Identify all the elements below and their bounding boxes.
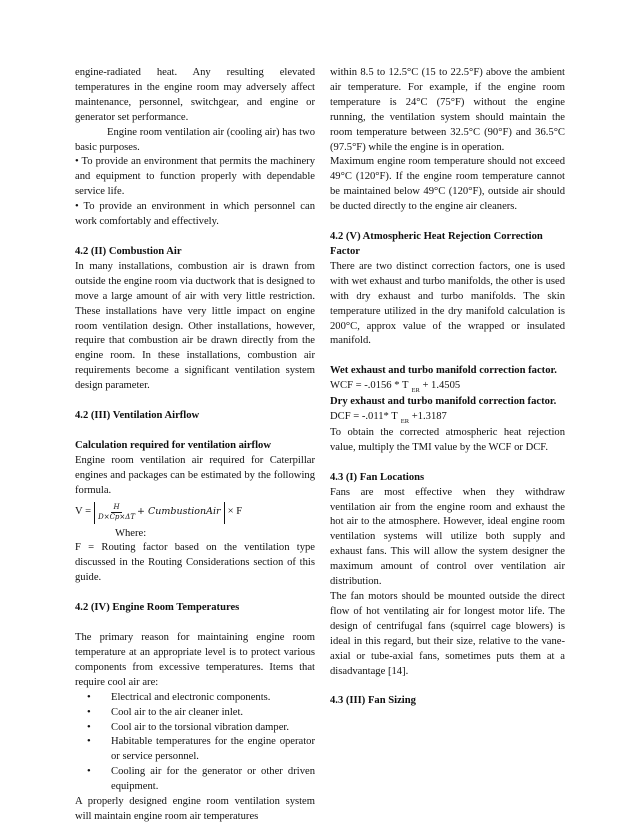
ventilation-formula [75, 500, 315, 526]
dcf-constant: +1.3187 [411, 411, 447, 423]
paragraph: The fan motors should be mounted outside the direct flow of hot ventilating air for longest motor life. The design of centrifugal fans (squirrel cage blowers) is ideal in this regard, but their size, relative to the vane-axial or tube-axial fans, sometimes puts them at a disadvantage [14]. [330, 591, 565, 677]
wcf-constant: + 1.4505 [422, 380, 461, 392]
section-heading: 4.2 (V) Atmospheric Heat Rejection Correction Factor [330, 231, 543, 257]
subsection-heading: Calculation required for ventilation airflow [75, 439, 271, 451]
formula-numerator: H [113, 503, 120, 512]
list-item: • Cool air to the torsional vibration damper. [111, 721, 315, 736]
paragraph: The primary reason for maintaining engine room temperature at an appropriate level is to protect various components from excessive temperatures. Items that require cool air are: [75, 632, 315, 688]
wcf-subscript: ER [411, 387, 420, 395]
paragraph: Fans are most effective when they withdraw ventilation air from the engine room and exhaust the hot air to the atmosphere. However, ideal engine room ventilation systems will utilize both supply and exhaust fans. This will allow the system designer the maximum amount of control over ventilation air distribution. [330, 486, 565, 588]
paragraph: Engine room ventilation air required for Caterpillar engines and packages can be estimated by the following formula. [75, 454, 315, 496]
section-heading: 4.3 (III) Fan Sizing [330, 695, 416, 707]
section-heading: 4.3 (I) Fan Locations [330, 471, 425, 483]
section-heading: 4.2 (II) Combustion Air [75, 245, 182, 257]
dcf-subscript: ER [400, 418, 410, 426]
wcf-equation [330, 379, 565, 395]
section-heading: 4.2 (III) Ventilation Airflow [75, 410, 200, 422]
dcf-equation [330, 410, 565, 426]
paragraph: There are two distinct correction factors, one is used with wet exhaust and turbo manifolds, the other is used with dry exhaust and turbo manifolds. The skin temperature utilized in the dry manifold calculation is 200°C, approx value of the wrapped or insulated manifold. [330, 260, 565, 347]
formula-rhs: × F [227, 506, 243, 518]
formula-fraction [98, 503, 135, 522]
section-heading: 4.2 (IV) Engine Room Temperatures [75, 602, 240, 614]
subsection-heading: Dry exhaust and turbo manifold correction factor. [330, 396, 557, 408]
where-label: Where: [115, 527, 147, 539]
paragraph: engine-radiated heat. Any resulting elevated temperatures in the engine room may adversely affect maintenance, personnel, switchgear, and engine or generator set performance. [75, 67, 315, 123]
dcf-lhs: DCF = -.011* T [330, 411, 398, 423]
formula-denominator: D×Cp×ΔT [98, 513, 135, 522]
formula-term: + CumbustionAir [137, 506, 221, 518]
left-column [75, 66, 315, 825]
formula-bracket [94, 502, 225, 524]
list-item: • Cooling air for the generator or other driven equipment. [111, 765, 315, 795]
formula-lhs: V = [75, 506, 92, 518]
paragraph: Engine room ventilation air (cooling air) has two basic purposes. [75, 126, 315, 153]
paragraph: To obtain the corrected atmospheric heat rejection value, multiply the TMI value by the WCF or DCF. [330, 426, 565, 453]
wcf-lhs: WCF = -.0156 * T [330, 380, 409, 392]
paragraph: A properly designed engine room ventilation system will maintain engine room air temperatures [75, 796, 315, 822]
right-column [330, 66, 565, 709]
list-item: • Habitable temperatures for the engine operator or service personnel. [111, 735, 315, 765]
bullet-list [75, 691, 315, 795]
paragraph: • To provide an environment that permits the machinery and equipment to function properly with dependable service life. [75, 156, 315, 198]
subsection-heading: Wet exhaust and turbo manifold correction factor. [330, 365, 557, 377]
paragraph: F = Routing factor based on the ventilation type discussed in the Routing Considerations section of this guide. [75, 542, 315, 584]
paragraph: • To provide an environment in which personnel can work comfortably and effectively. [75, 201, 315, 228]
list-item: • Electrical and electronic components. [111, 691, 315, 706]
paragraph: Maximum engine room temperature should not exceed 49°C (120°F). If the engine room temperature cannot be maintained below 49°C (120°F), outside air should be ducted directly to the engine air cleaners. [330, 156, 565, 213]
paragraph: within 8.5 to 12.5°C (15 to 22.5°F) above the ambient air temperature. For example, if the engine room temperature is 24°C (75°F) without the engine running, the ventilation system should maintain the room temperature between 32.5°C (90°F) and 36.5°C (97.5°F) while the engine is in operation. [330, 67, 565, 153]
list-item: • Cool air to the air cleaner inlet. [111, 706, 315, 721]
paragraph: In many installations, combustion air is drawn from outside the engine room via ductwork that is designed to move a large amount of air with very little restriction. These installations have very little impact on engine room ventilation design. Other installations, however, require that combustion air be drawn directly from the engine room. In these installations, combustion air requirements become a significant ventilation system design parameter. [75, 260, 315, 392]
